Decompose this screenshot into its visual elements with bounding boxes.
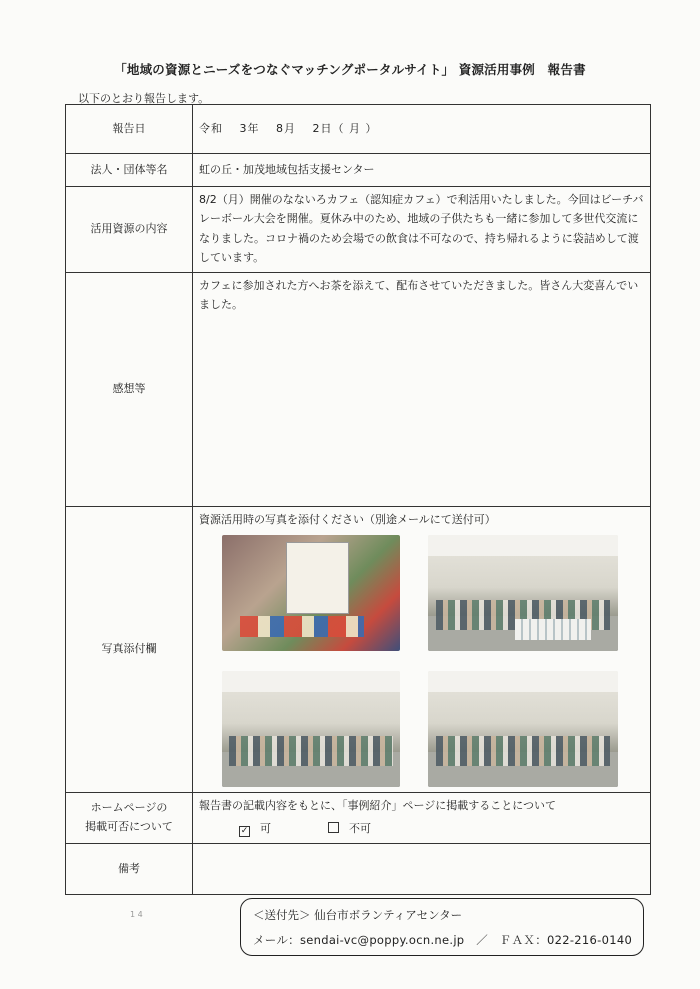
homepage-text: 報告書の記載内容をもとに、「事例紹介」ページに掲載することについて — [199, 799, 557, 812]
remarks-value[interactable] — [193, 844, 651, 895]
homepage-label — [66, 793, 193, 844]
event-poster — [286, 542, 349, 614]
gift-bags — [515, 619, 591, 640]
option-no-label: 不可 — [349, 822, 371, 836]
photo-4[interactable] — [428, 671, 618, 787]
photos-label: 写真添付欄 — [66, 507, 193, 793]
homepage-label-line2: 掲載可否について — [85, 820, 173, 833]
checkbox-no[interactable] — [328, 822, 339, 833]
photo-1[interactable] — [222, 535, 400, 651]
photo-grid — [222, 535, 644, 787]
checkbox-yes[interactable]: ✓ — [240, 826, 249, 837]
homepage-options — [199, 819, 644, 838]
footer-mark: 1 4 — [130, 910, 143, 919]
impression-value[interactable]: カフェに参加された方へお茶を添えて、配布させていただきました。皆さん大変喜んでいました。 — [193, 273, 651, 507]
participants — [436, 736, 611, 766]
photos-cell — [193, 507, 651, 793]
remarks-label: 備考 — [66, 844, 193, 895]
drink-bottles — [240, 616, 365, 637]
org-label: 法人・団体等名 — [66, 154, 193, 187]
photo-2[interactable] — [428, 535, 618, 651]
impression-label: 感想等 — [66, 273, 193, 507]
contact-line2: メール：sendai-vc@poppy.ocn.ne.jp ／ ＦＡＸ：022-216-0140 — [253, 933, 633, 947]
participants — [229, 736, 393, 766]
homepage-label-line1: ホームページの — [90, 801, 168, 815]
option-yes-label: 可 — [260, 822, 271, 836]
homepage-cell — [193, 793, 651, 844]
content-label: 活用資源の内容 — [66, 187, 193, 273]
report-form-table — [65, 104, 651, 895]
report-title: 「地域の資源とニーズをつなぐマッチングポータルサイト」 資源活用事例 報告書 — [114, 62, 586, 77]
lead-text: 以下のとおり報告します。 — [78, 92, 210, 105]
date-label: 報告日 — [66, 105, 193, 154]
photo-3[interactable] — [222, 671, 400, 787]
date-value[interactable]: 令和 3年 8月 2日（ 月 ） — [193, 105, 651, 154]
contact-line1: ＜送付先＞ 仙台市ボランティアセンター — [253, 908, 463, 922]
content-value[interactable]: 8/2（月）開催のなないろカフェ（認知症カフェ）で利活用いたしました。今回はビーチバレーボール大会を開催。夏休み中のため、地域の子供たちも一緒に参加して多世代交流になりました。コロナ禍のため会場での飲食は不可なので、持ち帰れるように袋詰めして渡しています。 — [193, 187, 651, 273]
photos-instruction: 資源活用時の写真を添付ください（別途メールにて送付可） — [199, 513, 496, 526]
org-value[interactable]: 虹の丘・加茂地域包括支援センター — [193, 154, 651, 187]
contact-box — [240, 898, 644, 956]
